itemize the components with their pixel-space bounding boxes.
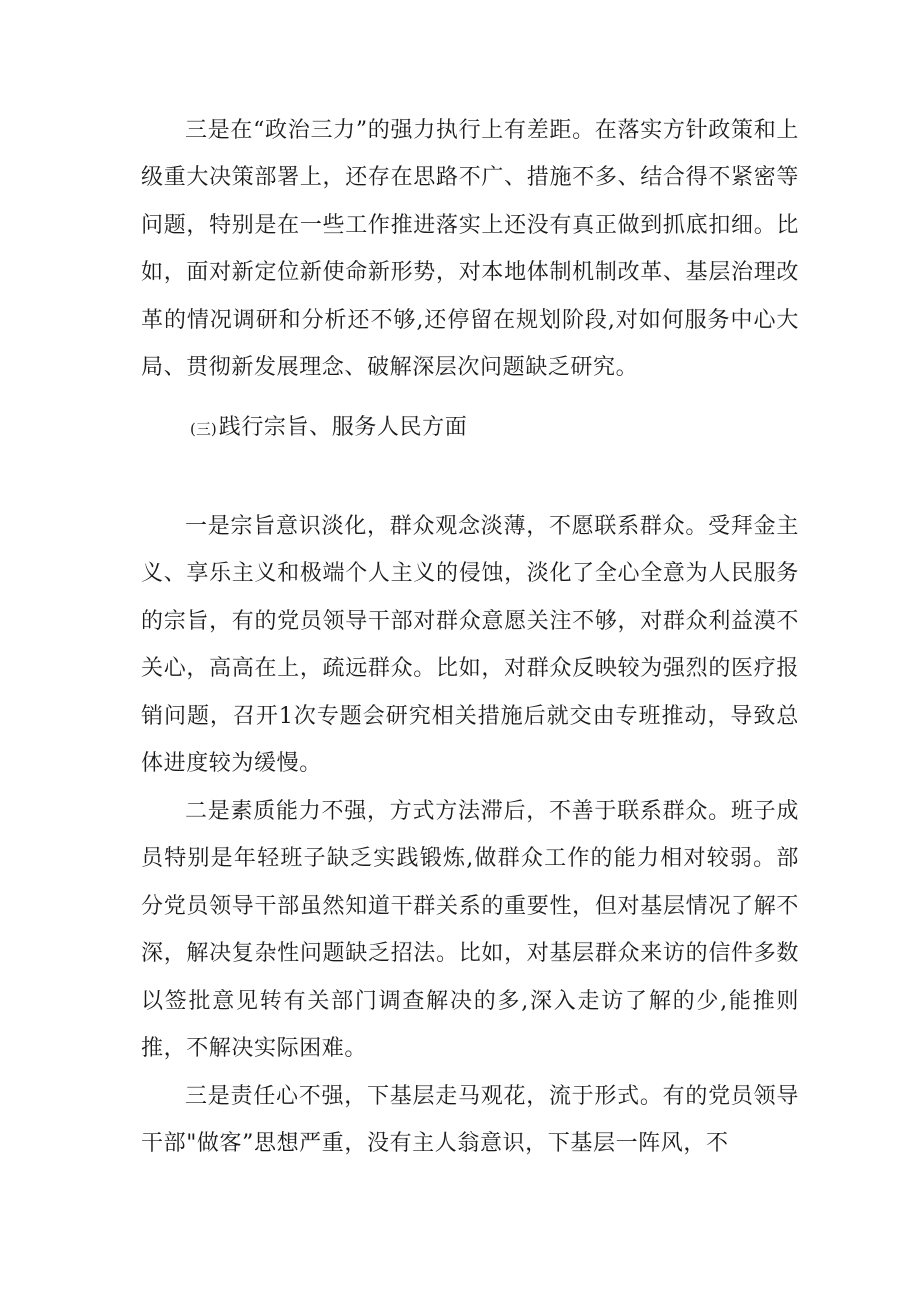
section-title: 践行宗旨、服务人民方面 <box>218 415 468 440</box>
section-heading <box>190 408 467 449</box>
paragraph-ability: 二是素质能力不强，方式方法滞后，不善于联系群众。班子成员特别是年轻班子缺乏实践锻炼,做群众工作的能力相对较弱。部分党员领导干部虽然知道干群关系的重要性，但对基层情况了解不深，解决复杂性问题缺乏招法。比如，对基层群众来访的信件多数以签批意见转有关部门调查解决的多,深入走访了解的少,能推则推，不解决实际困难。 <box>141 799 799 1062</box>
section-number: (三) <box>190 420 217 438</box>
paragraph-responsibility: 三是责任心不强，下基层走马观花，流于形式。有的党员领导干部"做客”思想严重，没有主人翁意识，下基层一阵风，不 <box>141 1084 799 1157</box>
paragraph-purpose-awareness: 一是宗旨意识淡化，群众观念淡薄，不愿联系群众。受拜金主义、享乐主义和极端个人主义的侵蚀，淡化了全心全意为人民服务的宗旨，有的党员领导干部对群众意愿关注不够，对群众利益漠不关心，高高在上，疏远群众。比如，对群众反映较为强烈的医疗报销问题，召开1次专题会研究相关措施后就交由专班推动，导致总体进度较为缓慢。 <box>141 514 799 777</box>
paragraph-political-execution: 三是在“政治三力”的强力执行上有差距。在落实方针政策和上级重大决策部署上，还存在思路不广、措施不多、结合得不紧密等问题，特别是在一些工作推进落实上还没有真正做到抓底扣细。比如，面对新定位新使命新形势，对本地体制机制改革、基层治理改革的情况调研和分析还不够,还停留在规划阶段,对如何服务中心大局、贯彻新发展理念、破解深层次问题缺乏研究。 <box>141 118 799 381</box>
